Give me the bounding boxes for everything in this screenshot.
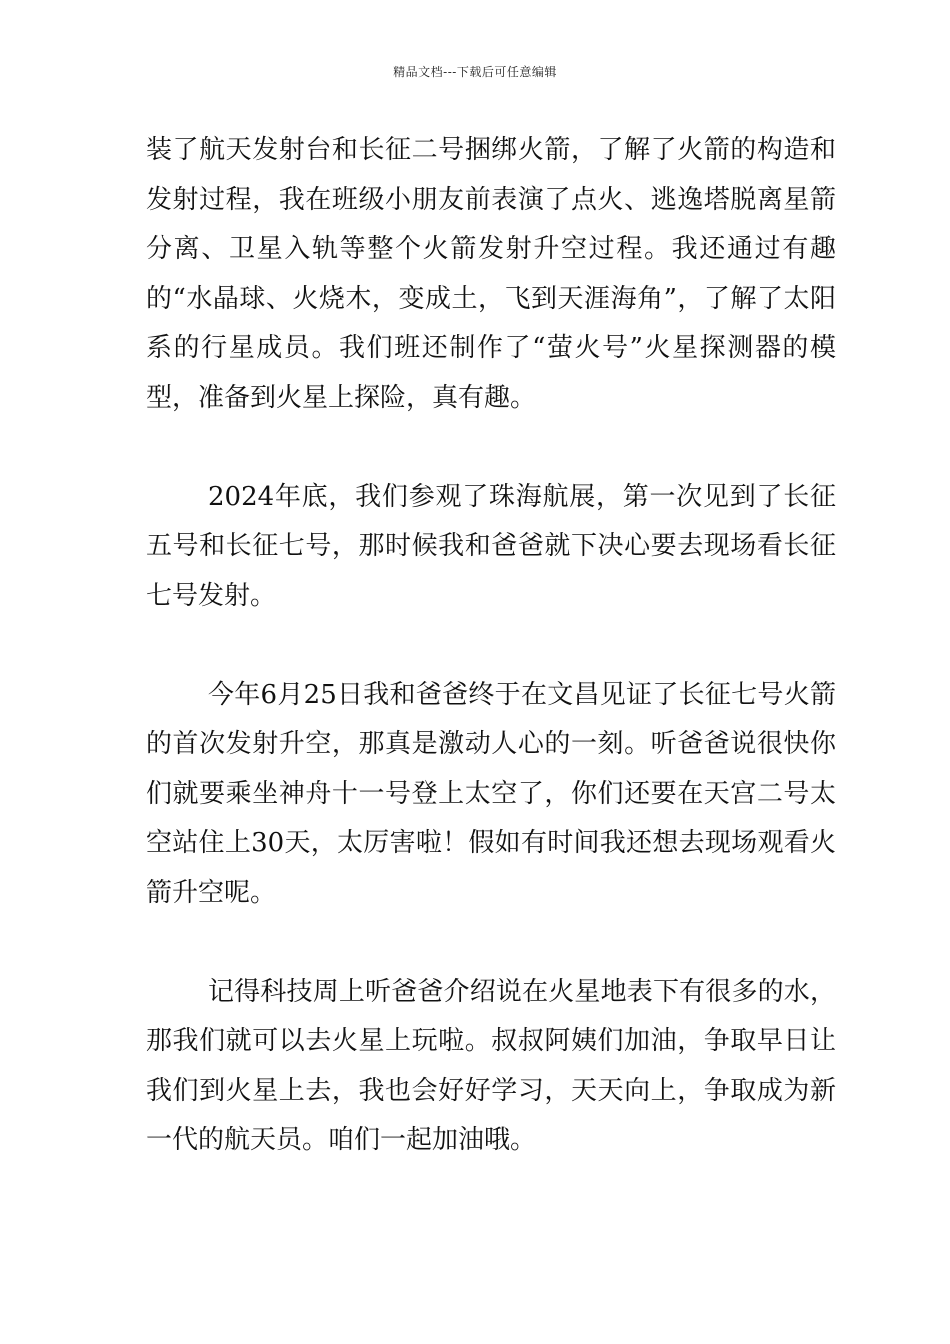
paragraph-mars-water: 记得科技周上听爸爸介绍说在火星地表下有很多的水，那我们就可以去火星上玩啦。叔叔阿姨们加油，争取早日让我们到火星上去，我也会好好学习，天天向上，争取成为新一代的航天员。咱们一起加油哦。 (146, 976, 836, 1155)
page-header: 精品文档---下载后可任意编辑 (393, 65, 557, 79)
paragraph-wenchang-launch: 今年6月25日我和爸爸终于在文昌见证了长征七号火箭的首次发射升空，那真是激动人心的一刻。听爸爸说很快你们就要乘坐神舟十一号登上太空了，你们还要在天宫二号太空站住上30天，太厉害啦！假如有时间我还想去现场观看火箭升空呢。 (146, 679, 836, 908)
paragraph-zhuhai-airshow: 2024年底，我们参观了珠海航展，第一次见到了长征五号和长征七号，那时候我和爸爸就下决心要去现场看长征七号发射。 (146, 481, 836, 611)
document-body (146, 126, 836, 1166)
paragraph-rocket-model: 装了航天发射台和长征二号捆绑火箭，了解了火箭的构造和发射过程，我在班级小朋友前表演了点火、逃逸塔脱离星箭分离、卫星入轨等整个火箭发射升空过程。我还通过有趣的“水晶球、火烧木，变成土，飞到天涯海角”，了解了太阳系的行星成员。我们班还制作了“萤火号”火星探测器的模型，准备到火星上探险，真有趣。 (146, 135, 836, 413)
